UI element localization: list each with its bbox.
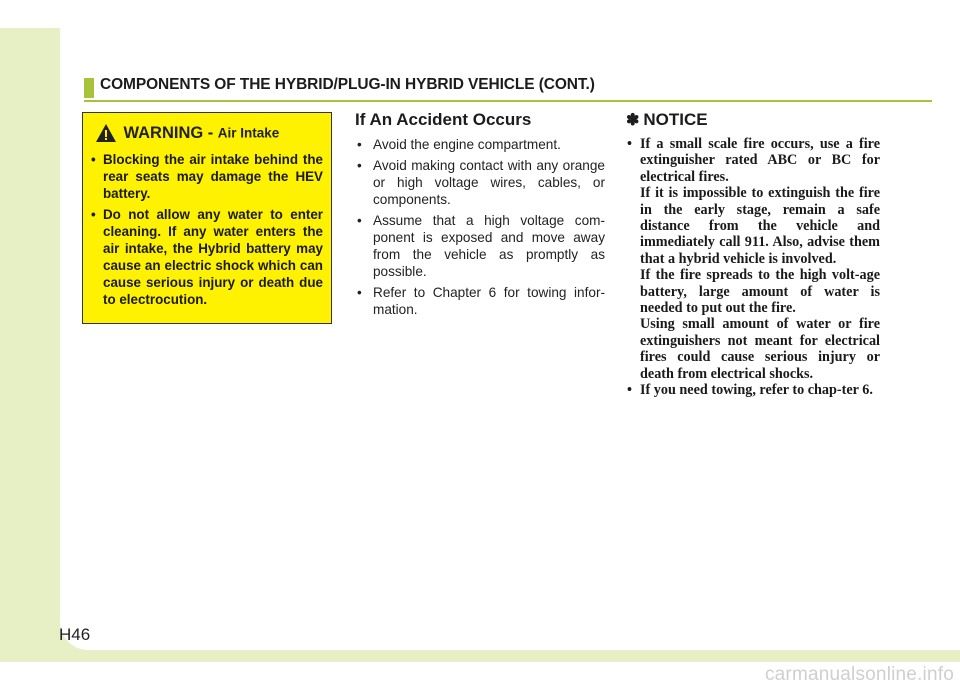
warning-triangle-icon: [95, 123, 117, 143]
warning-header: [95, 123, 279, 145]
page-number: H46: [59, 625, 91, 644]
notice-paragraph: If it is impossible to extinguish the fire in the early stage, remain a safe distance from the vehicle and immediately call 911. Also, advise them that a hybrid vehicle is involved.: [640, 185, 880, 267]
accident-list: [355, 136, 605, 322]
notice-star-icon: ✽: [626, 112, 640, 129]
warning-label: WARNING -: [123, 123, 214, 142]
accident-item: • Avoid making contact with any orange or high voltage wires, cables, or components.: [355, 157, 605, 208]
section-header: [84, 76, 932, 102]
notice-title: NOTICE: [643, 110, 708, 129]
section-title: COMPONENTS OF THE HYBRID/PLUG-IN HYBRID VEHICLE (CONT.): [100, 76, 595, 93]
accident-item: • Avoid the engine compartment.: [355, 136, 605, 153]
notice-list: [626, 136, 880, 399]
notice-paragraph: Using small amount of water or fire extinguishers not meant for electrical fires could cause serious injury or death from electrical shocks.: [640, 316, 880, 382]
notice-paragraph: • If a small scale fire occurs, use a fire extinguisher rated ABC or BC for electrical fires.: [640, 136, 880, 185]
watermark-text: carmanualsonline.info: [764, 664, 954, 685]
header-accent-bar: [84, 78, 94, 98]
warning-list: [91, 151, 323, 312]
notice-header: [626, 110, 708, 130]
notice-item: [626, 136, 880, 382]
warning-item: • Do not allow any water to enter cleaning. If any water enters the air intake, the Hybrid battery may cause an electric shock which can cause serious injury or death due to electrocution.: [91, 206, 323, 308]
notice-item: [626, 382, 880, 398]
accident-item: • Refer to Chapter 6 for towing infor-mation.: [355, 284, 605, 318]
warning-item: • Blocking the air intake behind the rear seats may damage the HEV battery.: [91, 151, 323, 202]
notice-paragraph: • If you need towing, refer to chap-ter 6.: [640, 382, 873, 399]
accident-item: • Assume that a high voltage com-ponent is exposed and move away from the vehicle as promptly as possible.: [355, 212, 605, 280]
accident-title: If An Accident Occurs: [355, 110, 532, 129]
warning-sub-label: Air Intake: [217, 125, 280, 141]
warning-box: [82, 112, 332, 324]
notice-paragraph: If the fire spreads to the high volt-age battery, large amount of water is needed to put out the fire.: [640, 267, 880, 317]
